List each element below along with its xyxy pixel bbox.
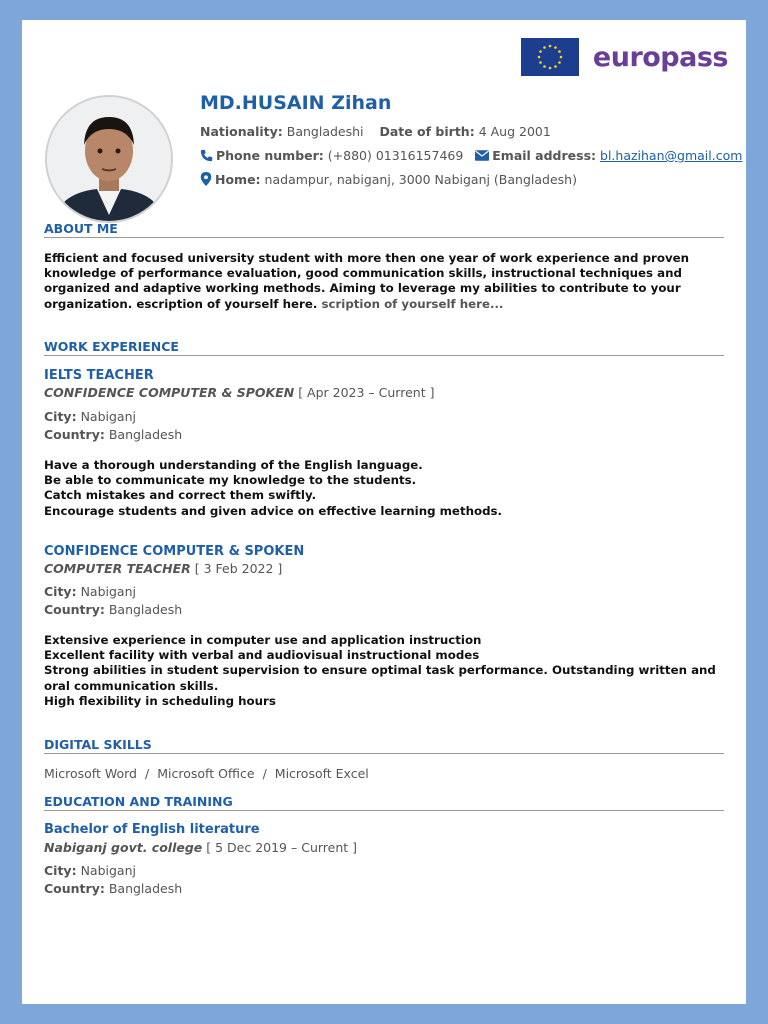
city-label: City: <box>44 584 77 599</box>
city-value: Nabiganj <box>80 863 136 878</box>
city-label: City: <box>44 863 77 878</box>
country-value: Bangladesh <box>108 427 183 442</box>
skill-item: Microsoft Office <box>157 766 255 781</box>
education-dates: [ 5 Dec 2019 – Current ] <box>206 840 358 855</box>
degree-title: Bachelor of English literature <box>44 822 260 837</box>
institution <box>44 840 357 855</box>
about-text-main: Efficient and focused university student with more then one year of work experience and proven knowledge of performance evaluation, good communication skills, instructional techniques and organized and adaptive working methods. Aiming to leverage my abilities to contribute to your organization. escription of yourself here. <box>44 251 690 311</box>
nationality-value: Bangladeshi <box>286 124 364 139</box>
personal-details <box>200 124 551 139</box>
phone-value: (+880) 01316157469 <box>327 148 464 163</box>
email-label: Email address: <box>492 148 597 163</box>
employer-name: COMPUTER TEACHER <box>44 561 191 576</box>
about-section-title: ABOUT ME <box>44 221 724 238</box>
country-label: Country: <box>44 881 105 896</box>
job-city <box>44 584 136 599</box>
job-duties <box>44 633 729 709</box>
skills-section-title: DIGITAL SKILLS <box>44 737 724 754</box>
education-country <box>44 881 182 896</box>
candidate-name: MD.HUSAIN Zihan <box>200 92 392 114</box>
about-text <box>44 251 724 312</box>
cv-page <box>22 20 746 1004</box>
institution-name: Nabiganj govt. college <box>44 840 203 855</box>
job-employer <box>44 385 434 400</box>
home-line <box>200 172 577 189</box>
city-value: Nabiganj <box>80 409 136 424</box>
skills-list <box>44 766 369 781</box>
city-label: City: <box>44 409 77 424</box>
country-label: Country: <box>44 427 105 442</box>
envelope-icon <box>475 149 489 164</box>
job-dates: [ Apr 2023 – Current ] <box>298 385 435 400</box>
job-duties <box>44 458 729 519</box>
employer-name: CONFIDENCE COMPUTER & SPOKEN <box>44 385 295 400</box>
duty-item: Strong abilities in student supervision to ensure optimal task performance. Outstanding written and oral communication skills. <box>44 663 716 693</box>
job-dates: [ 3 Feb 2022 ] <box>194 561 283 576</box>
dob-value: 4 Aug 2001 <box>478 124 551 139</box>
job-country <box>44 602 182 617</box>
nationality-label: Nationality: <box>200 124 283 139</box>
europass-logo <box>521 38 728 76</box>
city-value: Nabiganj <box>80 584 136 599</box>
home-label: Home: <box>215 172 261 187</box>
logo-text: europass <box>592 41 728 73</box>
duty-item: Catch mistakes and correct them swiftly. <box>44 488 317 503</box>
skill-item: Microsoft Word <box>44 766 137 781</box>
education-section-title: EDUCATION AND TRAINING <box>44 794 724 811</box>
duty-item: Encourage students and given advice on effective learning methods. <box>44 503 503 518</box>
country-value: Bangladesh <box>108 602 183 617</box>
email-link[interactable]: bl.hazihan@gmail.com <box>600 148 743 163</box>
job-country <box>44 427 182 442</box>
phone-icon <box>200 149 213 165</box>
job-title: CONFIDENCE COMPUTER & SPOKEN <box>44 544 305 559</box>
duty-item: Be able to communicate my knowledge to the students. <box>44 473 417 488</box>
about-text-muted: scription of yourself here... <box>317 296 504 311</box>
duty-item: High flexibility in scheduling hours <box>44 693 276 708</box>
duty-item: Excellent facility with verbal and audiovisual instructional modes <box>44 648 480 663</box>
country-label: Country: <box>44 602 105 617</box>
profile-photo <box>45 95 173 223</box>
home-value: nadampur, nabiganj, 3000 Nabiganj (Bangladesh) <box>264 172 577 187</box>
contact-line <box>200 148 742 165</box>
duty-item: Have a thorough understanding of the English language. <box>44 458 423 472</box>
job-employer <box>44 561 282 576</box>
location-pin-icon <box>200 172 212 189</box>
job-city <box>44 409 136 424</box>
dob-label: Date of birth: <box>379 124 475 139</box>
skill-separator: / <box>145 766 150 781</box>
country-value: Bangladesh <box>108 881 183 896</box>
education-city <box>44 863 136 878</box>
skill-item: Microsoft Excel <box>274 766 369 781</box>
work-section-title: WORK EXPERIENCE <box>44 339 724 356</box>
phone-label: Phone number: <box>216 148 324 163</box>
duty-item: Extensive experience in computer use and application instruction <box>44 633 482 647</box>
job-title: IELTS TEACHER <box>44 368 154 383</box>
eu-flag-icon <box>521 38 579 76</box>
skill-separator: / <box>262 766 267 781</box>
